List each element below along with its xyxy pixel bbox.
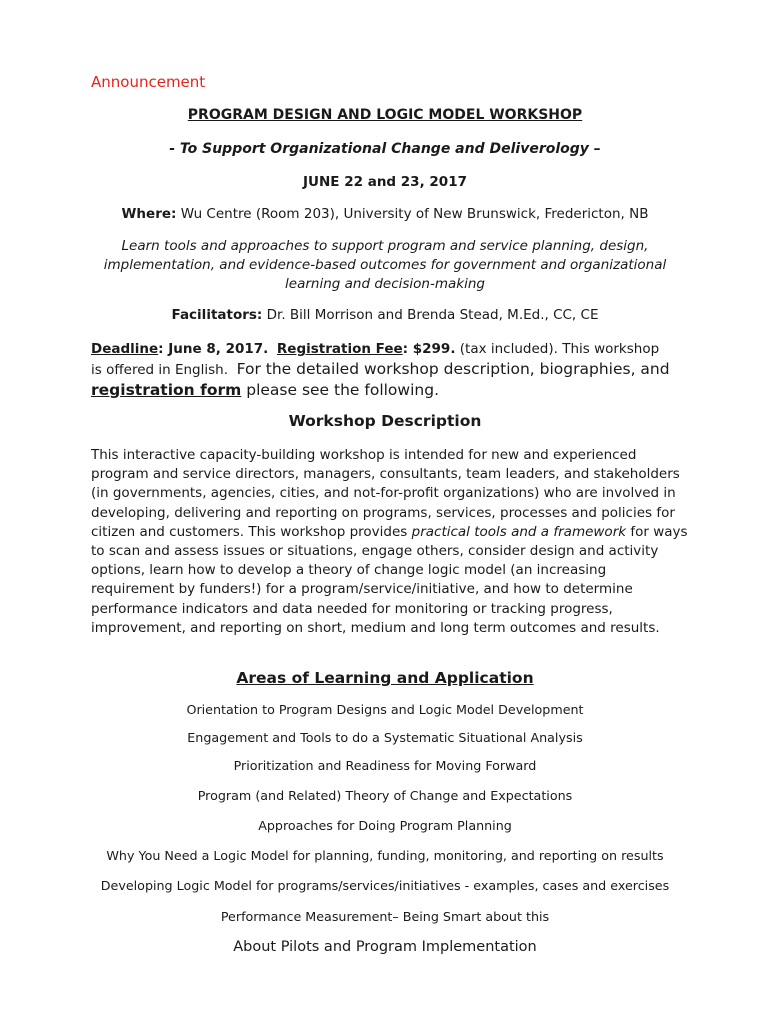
announcement-label: Announcement bbox=[91, 73, 206, 91]
deadline-label: Deadline bbox=[91, 341, 159, 357]
description-paragraph bbox=[91, 446, 691, 638]
area-item: About Pilots and Program Implementation bbox=[233, 939, 537, 955]
area-item: Prioritization and Readiness for Moving Forward bbox=[233, 758, 537, 773]
area-item: Engagement and Tools to do a Systematic Situational Analysis bbox=[187, 730, 583, 745]
workshop-dates: JUNE 22 and 23, 2017 bbox=[303, 174, 467, 190]
summary-line: learning and decision-making bbox=[285, 276, 485, 292]
details-note: For the detailed workshop description, biographies, and bbox=[236, 360, 670, 378]
description-heading: Workshop Description bbox=[288, 412, 482, 430]
area-item: Performance Measurement– Being Smart about this bbox=[220, 909, 550, 924]
workshop-title: PROGRAM DESIGN AND LOGIC MODEL WORKSHOP bbox=[187, 107, 583, 123]
workshop-location bbox=[0, 206, 770, 222]
summary-line: implementation, and evidence-based outcomes for government and organizational bbox=[103, 257, 667, 273]
area-item: Why You Need a Logic Model for planning, funding, monitoring, and reporting on results bbox=[106, 848, 664, 863]
language-note: is offered in English. bbox=[91, 362, 228, 378]
deadline-value: : June 8, 2017. bbox=[158, 341, 269, 357]
workshop-summary bbox=[0, 237, 770, 294]
area-item: Approaches for Doing Program Planning bbox=[258, 818, 512, 833]
fee-value: : $299. bbox=[402, 341, 456, 357]
facilitators-label: Facilitators: bbox=[171, 307, 263, 323]
summary-line: Learn tools and approaches to support program and service planning, design, bbox=[121, 238, 649, 254]
workshop-subtitle: - To Support Organizational Change and Deliverology – bbox=[169, 141, 601, 157]
deadline-paragraph bbox=[91, 339, 691, 401]
fee-label: Registration Fee bbox=[276, 341, 403, 357]
description-emphasis: practical tools and a framework bbox=[411, 523, 627, 540]
areas-heading: Areas of Learning and Application bbox=[236, 669, 534, 687]
facilitators-value: Dr. Bill Morrison and Brenda Stead, M.Ed., CC, CE bbox=[266, 307, 599, 323]
description-text: This interactive capacity-building workshop is intended for new and experienced program and service directors, managers, consultants, team leaders, and stakeholders (in governments, agencies, cities, and not-for-profit organizations) who are involved in developing, delivering and reporting on programs, services, processes and policies for citizen and customers. This workshop provides bbox=[91, 447, 680, 540]
description-text-cont: for ways to scan and assess issues or situations, engage others, consider design and activity options, learn how to develop a theory of change logic model (an increasing requirement by funders!) for a program/service/initiative, and how to determine performance indicators and data needed for monitoring or tracking progress, improvement, and reporting on short, medium and long term outcomes and results. bbox=[91, 523, 688, 636]
area-item: Developing Logic Model for programs/services/initiatives - examples, cases and exercises bbox=[100, 878, 670, 893]
registration-form-link[interactable]: registration form bbox=[91, 381, 242, 399]
fee-note: (tax included). This workshop bbox=[455, 341, 660, 357]
area-item: Program (and Related) Theory of Change and Expectations bbox=[197, 788, 573, 803]
location-value: Wu Centre (Room 203), University of New Brunswick, Fredericton, NB bbox=[180, 206, 649, 222]
facilitators bbox=[0, 307, 770, 323]
area-item: Orientation to Program Designs and Logic Model Development bbox=[186, 702, 584, 717]
see-following-note: please see the following. bbox=[241, 381, 439, 399]
location-label: Where: bbox=[121, 206, 177, 222]
